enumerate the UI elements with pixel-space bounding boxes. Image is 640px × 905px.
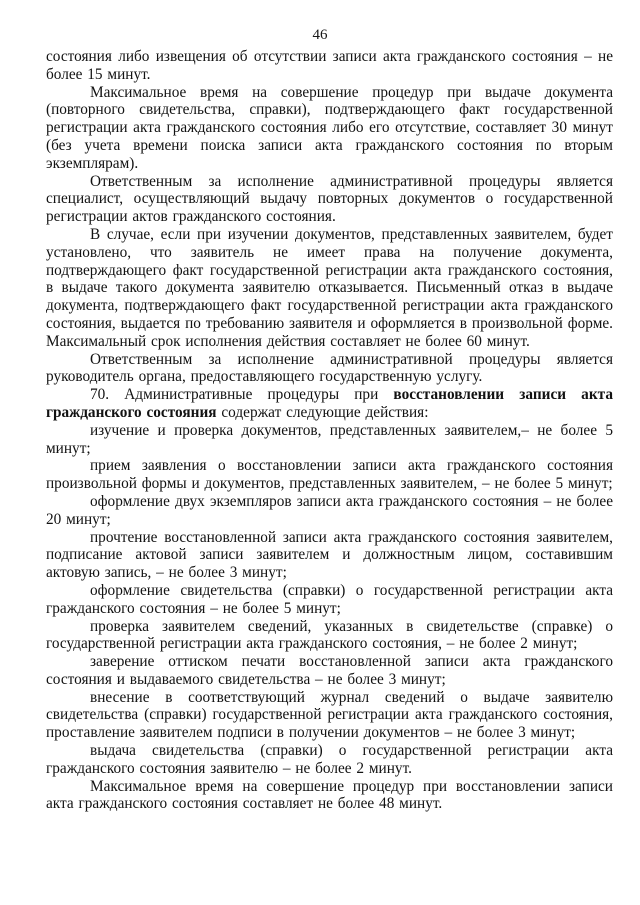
paragraph: оформление свидетельства (справки) о государственной регистрации акта гражданского состояния – не более 5 минут;	[46, 581, 613, 617]
paragraph: оформление двух экземпляров записи акта гражданского состояния – не более 20 минут;	[46, 492, 613, 528]
paragraph: Максимальное время на совершение процедур при восстановлении записи акта гражданского состояния составляет не более 48 минут.	[46, 777, 613, 813]
paragraph: выдача свидетельства (справки) о государственной регистрации акта гражданского состояния заявителю – не более 2 минут.	[46, 742, 613, 777]
paragraph: Ответственным за исполнение административной процедуры является руководитель органа, предоставляющего государственную услугу.	[46, 350, 613, 386]
section-title-bold: восстановлении записи акта гражданского состояния	[46, 386, 613, 421]
document-body	[46, 48, 613, 813]
paragraph: проверка заявителем сведений, указанных в свидетельстве (справке) о государственной регистрации акта гражданского состояния, – не более 2 минут;	[46, 617, 613, 653]
page-number: 46	[312, 27, 328, 43]
paragraph: Максимальное время на совершение процедур при выдаче документа (повторного свидетельства, справки), подтверждающего факт государственной регистрации акта гражданского состояния либо его отсутствие, составляет 30 минут (без учета времени поиска записи акта гражданского состояния по вторым экземплярам).	[46, 83, 613, 172]
paragraph: прием заявления о восстановлении записи акта гражданского состояния произвольной формы и документов, представленных заявителем, – не более 5 минут;	[46, 457, 613, 493]
paragraph: прочтение восстановленной записи акта гражданского состояния заявителем, подписание актовой записи заявителем и должностным лицом, составившим актовую запись, – не более 3 минут;	[46, 528, 613, 582]
paragraph: заверение оттиском печати восстановленной записи акта гражданского состояния и выдаваемого свидетельства – не более 3 минут;	[46, 653, 613, 688]
paragraph: состояния либо извещения об отсутствии записи акта гражданского состояния – не более 15 минут.	[46, 48, 613, 83]
paragraph-section-70	[46, 386, 613, 422]
paragraph: внесение в соответствующий журнал сведений о выдаче заявителю свидетельства (справки) государственной регистрации акта гражданского состояния, проставление заявителем подписи в получении документов – не более 3 минут;	[46, 688, 613, 742]
paragraph-segment: 70. Административные процедуры при	[90, 386, 394, 404]
paragraph-segment: содержат следующие действия:	[216, 403, 429, 421]
paragraph: Ответственным за исполнение административной процедуры является специалист, осуществляющий выдачу повторных документов о государственной регистрации актов гражданского состояния.	[46, 172, 613, 226]
paragraph: В случае, если при изучении документов, представленных заявителем, будет установлено, что заявитель не имеет права на получение документа, подтверждающего факт государственной регистрации акта гражданского состояния, в выдаче такого документа заявителю отказывается. Письменный отказ в выдаче документа, подтверждающего факт государственной регистрации акта гражданского состояния, выдается по требованию заявителя и оформляется в произвольной форме. Максимальный срок исполнения действия составляет не более 60 минут.	[46, 225, 613, 350]
paragraph: изучение и проверка документов, представленных заявителем,– не более 5 минут;	[46, 421, 613, 457]
